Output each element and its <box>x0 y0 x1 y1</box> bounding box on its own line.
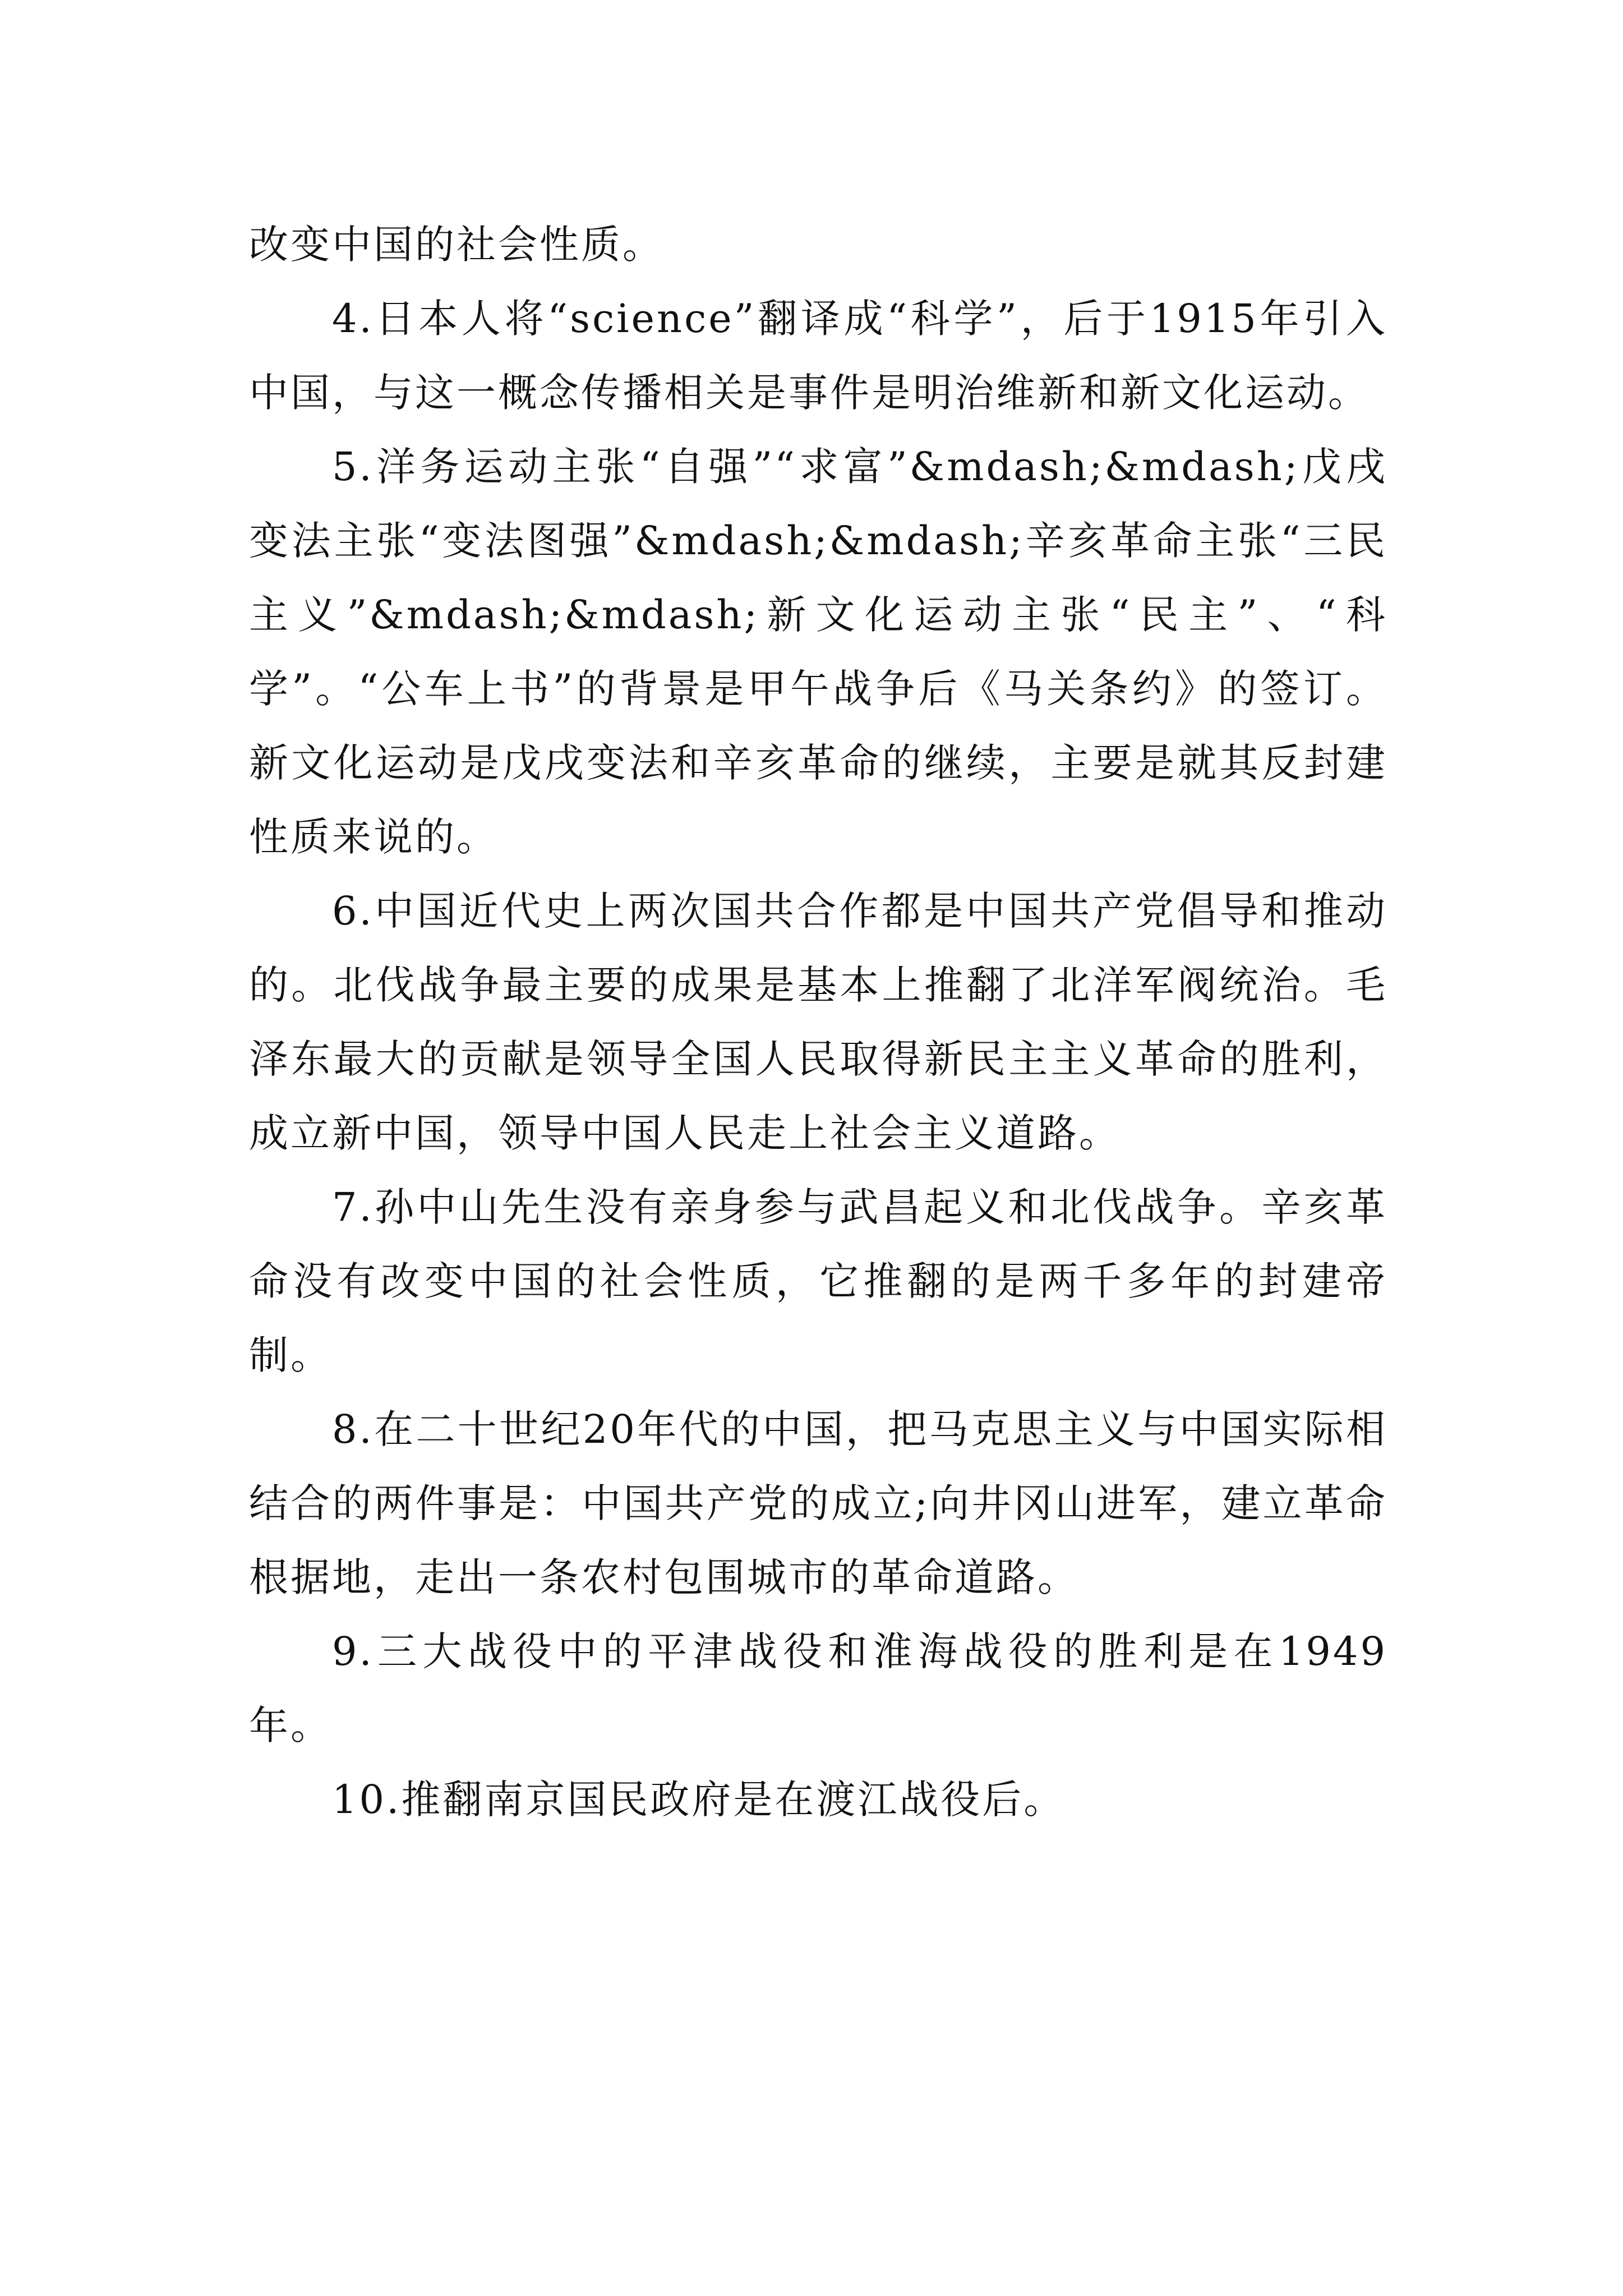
paragraph-item-10: 10.推翻南京国民政府是在渡江战役后。 <box>332 1777 1066 1823</box>
paragraph-item-5: 5.洋务运动主张“自强”“求富”&mdash;&mdash;戊戌变法主张“变法图强”&mdash;&mdash;辛亥革命主张“三民主义”&mdash;&mdash;新文化运动主张“民主”、“科学”。“公车上书”的背景是甲午战争后《马关条约》的签订。新文化运动是戊戌变法和辛亥革命的继续，主要是就其反封建性质来说的。 <box>249 444 1387 860</box>
paragraph-item-8: 8.在二十世纪20年代的中国，把马克思主义与中国实际相结合的两件事是：中国共产党的成立;向井冈山进军，建立革命根据地，走出一条农村包围城市的革命道路。 <box>249 1406 1387 1600</box>
paragraph-continuation: 改变中国的社会性质。 <box>249 222 664 268</box>
paragraph-item-6: 6.中国近代史上两次国共合作都是中国共产党倡导和推动的。北伐战争最主要的成果是基本上推翻了北洋军阀统治。毛泽东最大的贡献是领导全国人民取得新民主主义革命的胜利，成立新中国，领导中国人民走上社会主义道路。 <box>249 888 1387 1156</box>
document-page <box>249 208 1387 1837</box>
paragraph-item-4: 4.日本人将“science”翻译成“科学”，后于1915年引入中国，与这一概念传播相关是事件是明治维新和新文化运动。 <box>249 296 1387 416</box>
paragraph-item-9: 9.三大战役中的平津战役和淮海战役的胜利是在1949年。 <box>249 1628 1387 1749</box>
paragraph-item-7: 7.孙中山先生没有亲身参与武昌起义和北伐战争。辛亥革命没有改变中国的社会性质，它推翻的是两千多年的封建帝制。 <box>249 1184 1387 1378</box>
